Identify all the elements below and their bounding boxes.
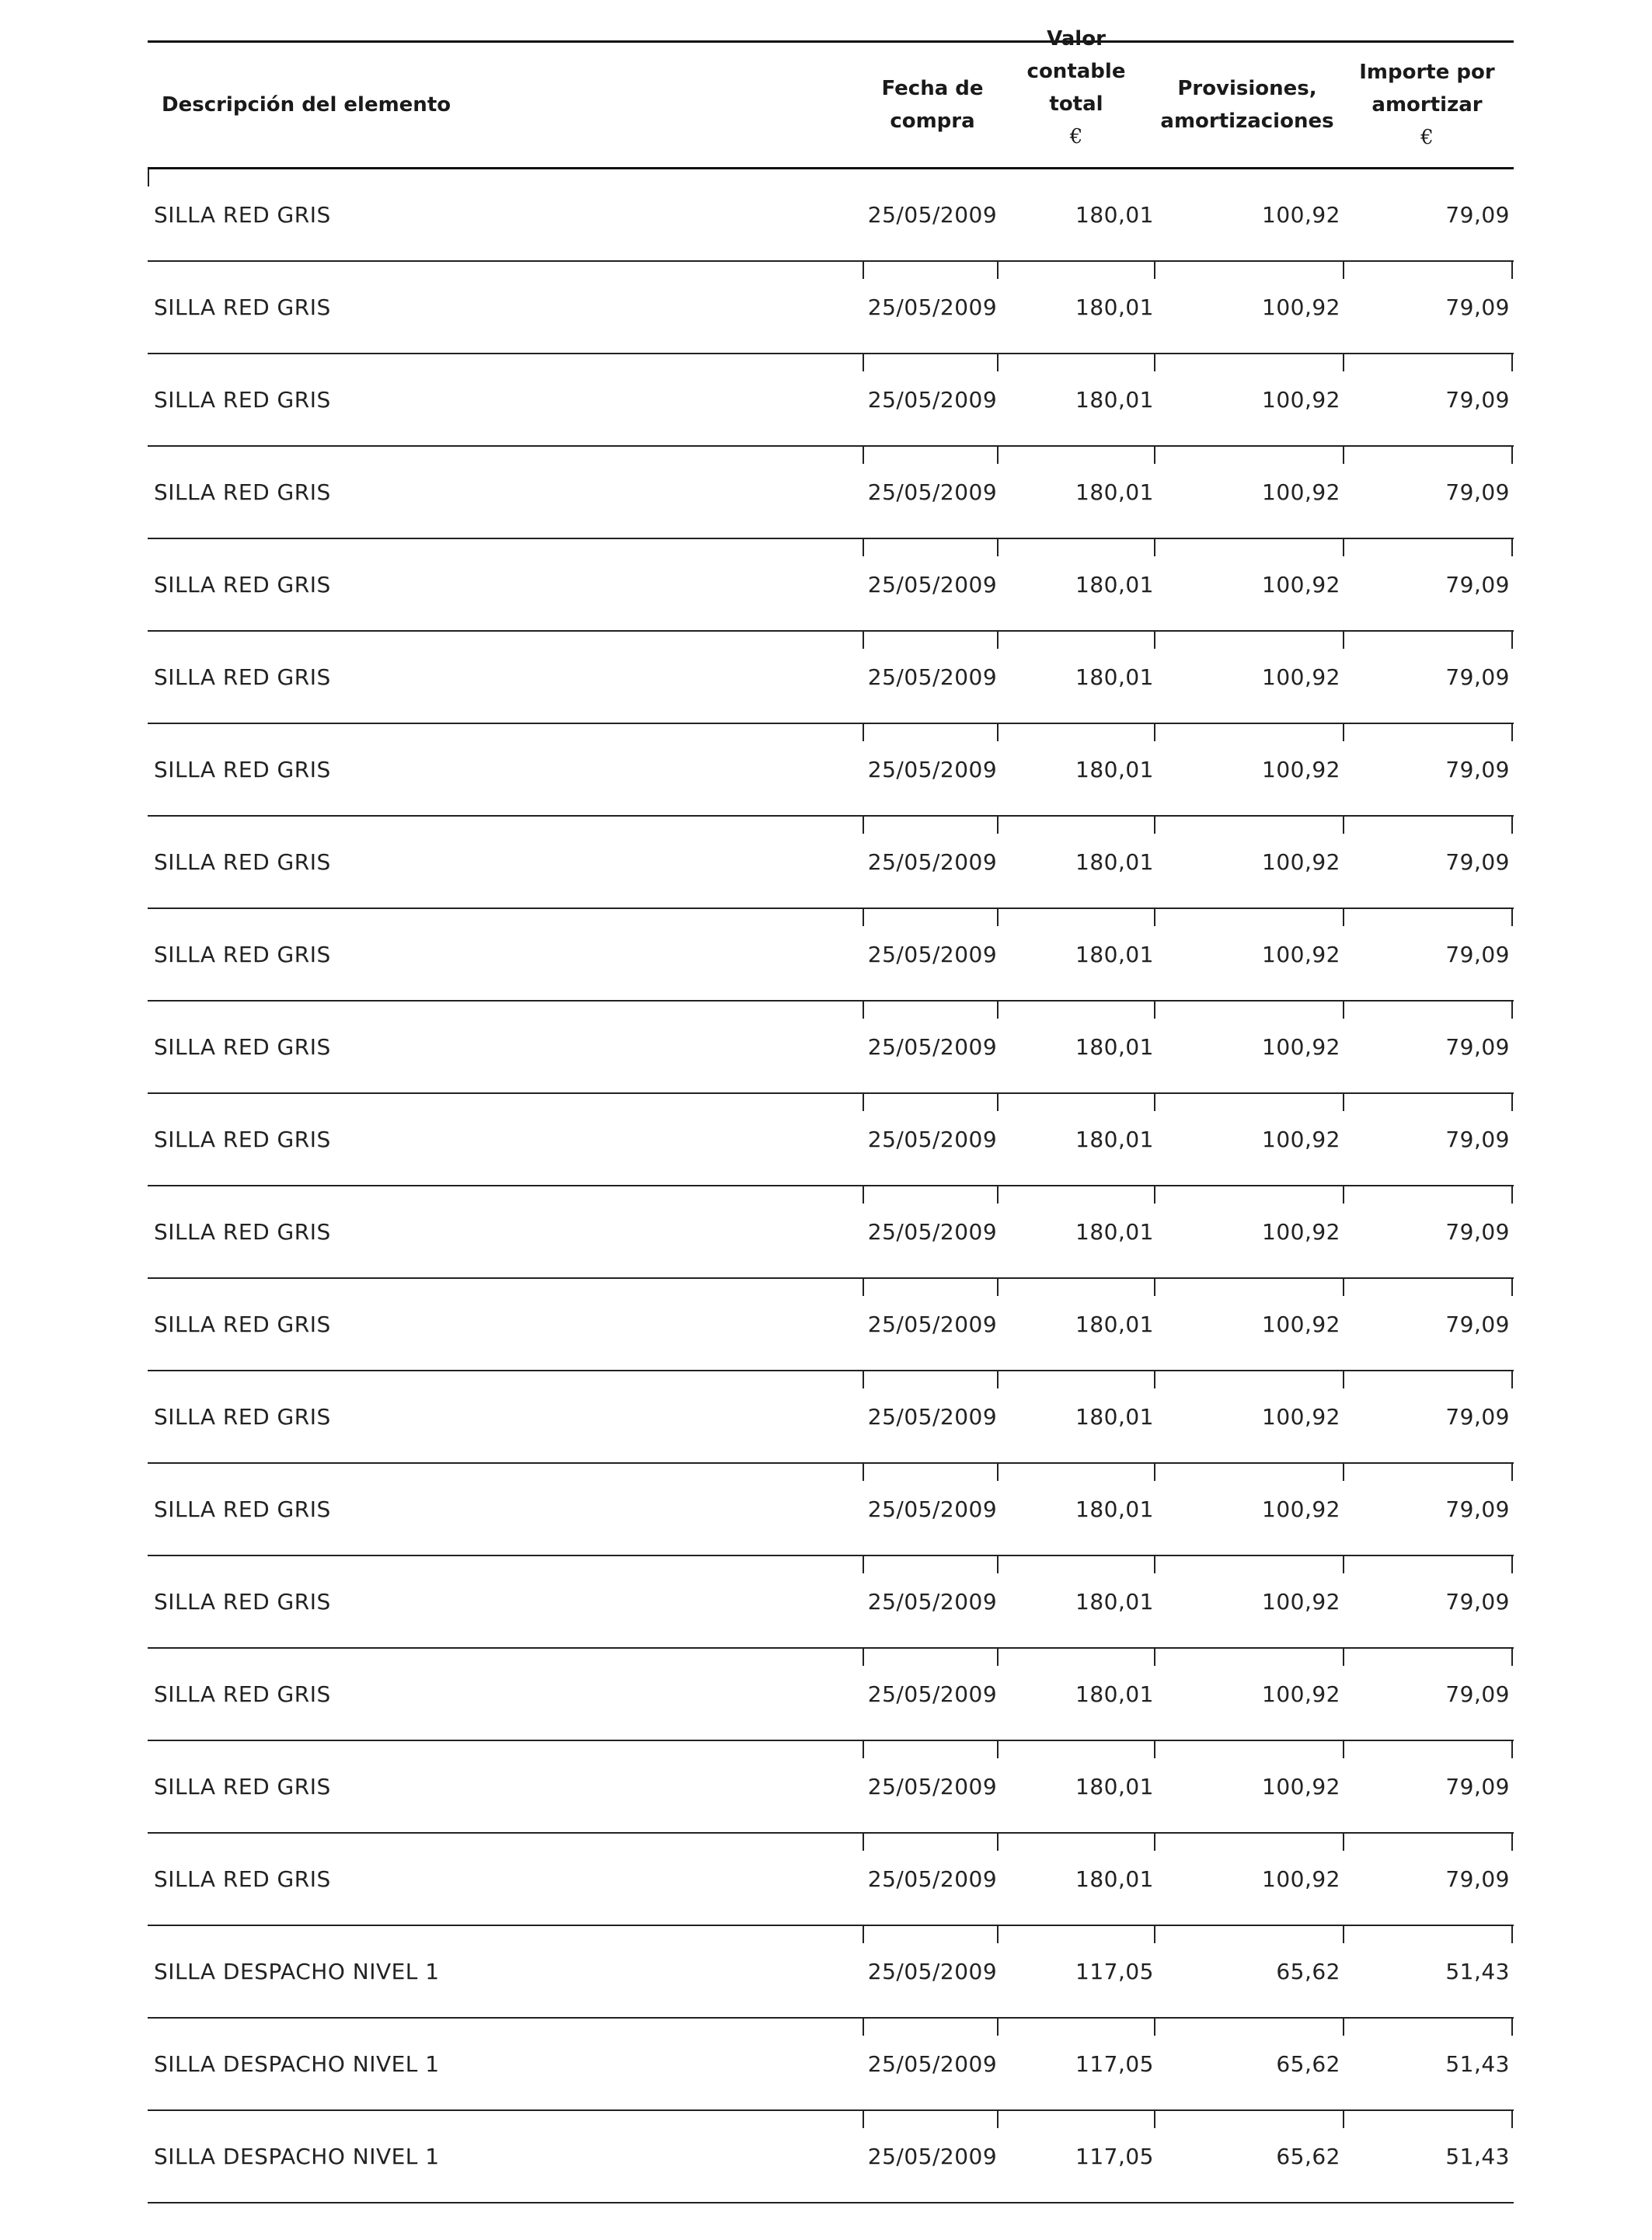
- cell-provisiones: 100,92: [1262, 294, 1340, 320]
- header-importe-euro: €: [1420, 126, 1434, 149]
- cell-importe: 79,09: [1445, 849, 1510, 875]
- cell-fecha: 25/05/2009: [867, 1404, 998, 1430]
- header-importe: [1340, 43, 1514, 167]
- cell-descripcion: SILLA RED GRIS: [154, 1404, 331, 1430]
- cell-provisiones: 100,92: [1262, 479, 1340, 505]
- column-tick-mark: [1511, 2111, 1513, 2128]
- column-tick-mark: [863, 1741, 864, 1758]
- cell-valor: 180,01: [1075, 1219, 1154, 1245]
- cell-valor: 180,01: [1075, 1589, 1154, 1615]
- column-tick-mark: [1511, 909, 1513, 926]
- cell-provisiones: 100,92: [1262, 1774, 1340, 1799]
- column-tick-mark: [863, 632, 864, 649]
- column-tick-mark: [1511, 1186, 1513, 1204]
- column-tick-mark: [863, 262, 864, 279]
- table-row: [148, 1371, 1514, 1464]
- cell-fecha: 25/05/2009: [867, 479, 998, 505]
- table-row: [148, 1002, 1514, 1094]
- cell-descripcion: SILLA RED GRIS: [154, 942, 331, 967]
- cell-provisiones: 100,92: [1262, 572, 1340, 597]
- cell-provisiones: 100,92: [1262, 942, 1340, 967]
- table-row: [148, 262, 1514, 354]
- cell-provisiones: 100,92: [1262, 1034, 1340, 1060]
- cell-provisiones: 100,92: [1262, 757, 1340, 782]
- cell-valor: 117,05: [1075, 1959, 1154, 1984]
- column-tick-mark: [1511, 1094, 1513, 1111]
- cell-descripcion: SILLA RED GRIS: [154, 1866, 331, 1892]
- table-row: [148, 1926, 1514, 2019]
- cell-importe: 79,09: [1445, 1496, 1510, 1522]
- table-row: [148, 1556, 1514, 1649]
- cell-importe: 79,09: [1445, 757, 1510, 782]
- cell-valor: 180,01: [1075, 1404, 1154, 1430]
- table-row: [148, 1464, 1514, 1556]
- cell-provisiones: 100,92: [1262, 1312, 1340, 1337]
- cell-provisiones: 100,92: [1262, 1127, 1340, 1152]
- table-row: [148, 1834, 1514, 1926]
- table-row: [148, 539, 1514, 632]
- column-tick-mark: [863, 1094, 864, 1111]
- header-valor-line2: contable: [1026, 60, 1126, 83]
- cell-fecha: 25/05/2009: [867, 1496, 998, 1522]
- column-tick-mark: [1511, 1464, 1513, 1481]
- column-tick-mark: [863, 817, 864, 834]
- cell-fecha: 25/05/2009: [867, 1127, 998, 1152]
- cell-importe: 79,09: [1445, 479, 1510, 505]
- cell-fecha: 25/05/2009: [867, 1312, 998, 1337]
- cell-valor: 180,01: [1075, 1866, 1154, 1892]
- table-row: [148, 354, 1514, 447]
- header-valor: [999, 26, 1154, 150]
- cell-descripcion: SILLA RED GRIS: [154, 387, 331, 413]
- column-tick-mark: [1511, 1834, 1513, 1851]
- cell-valor: 180,01: [1075, 479, 1154, 505]
- column-tick-mark: [1511, 632, 1513, 649]
- column-tick-mark: [863, 1279, 864, 1296]
- column-tick-mark: [1511, 1926, 1513, 1943]
- column-tick-mark: [863, 1464, 864, 1481]
- header-importe-line2-text: amortizar: [1371, 93, 1483, 117]
- header-fecha-line2: compra: [890, 110, 975, 133]
- cell-importe: 79,09: [1445, 664, 1510, 690]
- cell-fecha: 25/05/2009: [867, 294, 998, 320]
- cell-fecha: 25/05/2009: [867, 1774, 998, 1799]
- column-tick-mark: [1511, 354, 1513, 371]
- table-body: [148, 169, 1514, 2203]
- cell-provisiones: 100,92: [1262, 664, 1340, 690]
- cell-valor: 117,05: [1075, 2051, 1154, 2077]
- cell-importe: 79,09: [1445, 1404, 1510, 1430]
- column-tick-mark: [863, 1186, 864, 1204]
- column-tick-mark: [1511, 1556, 1513, 1573]
- header-valor-line3: [1027, 88, 1126, 153]
- cell-importe: 79,09: [1445, 1866, 1510, 1892]
- column-tick-mark: [1511, 817, 1513, 834]
- cell-descripcion: SILLA RED GRIS: [154, 664, 331, 690]
- header-descripcion-label: Descripción del elemento: [162, 93, 451, 117]
- column-tick-mark: [863, 1371, 864, 1388]
- cell-provisiones: 100,92: [1262, 849, 1340, 875]
- column-tick-mark: [863, 447, 864, 464]
- cell-fecha: 25/05/2009: [867, 942, 998, 967]
- cell-importe: 79,09: [1445, 1312, 1510, 1337]
- cell-descripcion: SILLA RED GRIS: [154, 757, 331, 782]
- cell-fecha: 25/05/2009: [867, 757, 998, 782]
- cell-descripcion: SILLA RED GRIS: [154, 1496, 331, 1522]
- header-importe-line2: [1359, 89, 1494, 154]
- column-tick-mark: [863, 1002, 864, 1019]
- cell-descripcion: SILLA RED GRIS: [154, 1127, 331, 1152]
- column-tick-mark: [1511, 539, 1513, 556]
- cell-fecha: 25/05/2009: [867, 664, 998, 690]
- cell-descripcion: SILLA DESPACHO NIVEL 1: [154, 1959, 440, 1984]
- cell-fecha: 25/05/2009: [867, 1681, 998, 1707]
- table-row: [148, 817, 1514, 909]
- cell-provisiones: 100,92: [1262, 1589, 1340, 1615]
- cell-valor: 180,01: [1075, 1496, 1154, 1522]
- table-row: [148, 909, 1514, 1002]
- table-row: [148, 724, 1514, 817]
- cell-provisiones: 100,92: [1262, 1496, 1340, 1522]
- cell-valor: 180,01: [1075, 294, 1154, 320]
- cell-provisiones: 65,62: [1276, 1959, 1340, 1984]
- cell-valor: 180,01: [1075, 1127, 1154, 1152]
- cell-valor: 180,01: [1075, 1681, 1154, 1707]
- table-row: [148, 2019, 1514, 2111]
- cell-importe: 79,09: [1445, 572, 1510, 597]
- header-provisiones-line1: Provisiones,: [1177, 77, 1317, 100]
- column-tick-mark: [1511, 724, 1513, 741]
- table-row: [148, 169, 1514, 262]
- cell-valor: 180,01: [1075, 664, 1154, 690]
- header-provisiones-line2: amortizaciones: [1160, 110, 1334, 133]
- table-row: [148, 1741, 1514, 1834]
- cell-provisiones: 100,92: [1262, 1404, 1340, 1430]
- header-provisiones: [1154, 43, 1340, 167]
- cell-fecha: 25/05/2009: [867, 1959, 998, 1984]
- table-row: [148, 1279, 1514, 1371]
- header-valor-euro: €: [1069, 125, 1083, 148]
- column-tick-mark: [1511, 1741, 1513, 1758]
- column-tick-mark: [863, 1556, 864, 1573]
- column-tick-mark: [1511, 262, 1513, 279]
- table-row: [148, 1094, 1514, 1186]
- cell-fecha: 25/05/2009: [867, 1589, 998, 1615]
- cell-descripcion: SILLA RED GRIS: [154, 572, 331, 597]
- row-corner-mark: [148, 169, 149, 186]
- cell-valor: 180,01: [1075, 1312, 1154, 1337]
- column-tick-mark: [863, 724, 864, 741]
- column-tick-mark: [1511, 447, 1513, 464]
- cell-importe: 79,09: [1445, 1774, 1510, 1799]
- table-row: [148, 2111, 1514, 2203]
- cell-descripcion: SILLA RED GRIS: [154, 294, 331, 320]
- cell-importe: 79,09: [1445, 387, 1510, 413]
- cell-importe: 79,09: [1445, 1034, 1510, 1060]
- cell-fecha: 25/05/2009: [867, 572, 998, 597]
- cell-descripcion: SILLA RED GRIS: [154, 1774, 331, 1799]
- cell-importe: 51,43: [1445, 2144, 1510, 2169]
- cell-provisiones: 100,92: [1262, 387, 1340, 413]
- cell-importe: 79,09: [1445, 942, 1510, 967]
- cell-provisiones: 65,62: [1276, 2144, 1340, 2169]
- column-tick-mark: [863, 2019, 864, 2036]
- cell-valor: 180,01: [1075, 849, 1154, 875]
- table-header: [148, 27, 1514, 167]
- cell-descripcion: SILLA DESPACHO NIVEL 1: [154, 2144, 440, 2169]
- column-tick-mark: [863, 909, 864, 926]
- cell-provisiones: 100,92: [1262, 1681, 1340, 1707]
- cell-fecha: 25/05/2009: [867, 1034, 998, 1060]
- table-row: [148, 632, 1514, 724]
- cell-provisiones: 100,92: [1262, 202, 1340, 228]
- cell-importe: 79,09: [1445, 1589, 1510, 1615]
- column-tick-mark: [1511, 1371, 1513, 1388]
- column-tick-mark: [863, 539, 864, 556]
- column-tick-mark: [863, 1926, 864, 1943]
- column-tick-mark: [863, 354, 864, 371]
- cell-valor: 180,01: [1075, 942, 1154, 967]
- column-tick-mark: [863, 1649, 864, 1666]
- cell-descripcion: SILLA RED GRIS: [154, 1589, 331, 1615]
- cell-fecha: 25/05/2009: [867, 2051, 998, 2077]
- cell-provisiones: 100,92: [1262, 1219, 1340, 1245]
- cell-valor: 180,01: [1075, 387, 1154, 413]
- cell-importe: 79,09: [1445, 202, 1510, 228]
- cell-provisiones: 65,62: [1276, 2051, 1340, 2077]
- cell-descripcion: SILLA DESPACHO NIVEL 1: [154, 2051, 440, 2077]
- column-tick-mark: [1511, 1002, 1513, 1019]
- table-row: [148, 447, 1514, 539]
- cell-valor: 180,01: [1075, 757, 1154, 782]
- cell-valor: 180,01: [1075, 1774, 1154, 1799]
- cell-descripcion: SILLA RED GRIS: [154, 849, 331, 875]
- column-tick-mark: [1511, 1649, 1513, 1666]
- table-row: [148, 1186, 1514, 1279]
- cell-descripcion: SILLA RED GRIS: [154, 202, 331, 228]
- cell-importe: 51,43: [1445, 1959, 1510, 1984]
- cell-importe: 79,09: [1445, 1681, 1510, 1707]
- cell-descripcion: SILLA RED GRIS: [154, 1312, 331, 1337]
- header-valor-line1: Valor: [1047, 27, 1106, 51]
- column-tick-mark: [1511, 2019, 1513, 2036]
- header-descripcion: [162, 43, 861, 167]
- cell-fecha: 25/05/2009: [867, 387, 998, 413]
- cell-fecha: 25/05/2009: [867, 2144, 998, 2169]
- cell-importe: 79,09: [1445, 1127, 1510, 1152]
- header-fecha: [866, 43, 999, 167]
- cell-descripcion: SILLA RED GRIS: [154, 1219, 331, 1245]
- column-tick-mark: [863, 2111, 864, 2128]
- cell-provisiones: 100,92: [1262, 1866, 1340, 1892]
- cell-importe: 51,43: [1445, 2051, 1510, 2077]
- cell-importe: 79,09: [1445, 294, 1510, 320]
- cell-importe: 79,09: [1445, 1219, 1510, 1245]
- cell-fecha: 25/05/2009: [867, 202, 998, 228]
- cell-fecha: 25/05/2009: [867, 1866, 998, 1892]
- cell-fecha: 25/05/2009: [867, 849, 998, 875]
- header-valor-line3-text: total: [1049, 92, 1103, 116]
- cell-descripcion: SILLA RED GRIS: [154, 1034, 331, 1060]
- cell-valor: 180,01: [1075, 572, 1154, 597]
- cell-descripcion: SILLA RED GRIS: [154, 1681, 331, 1707]
- header-fecha-line1: Fecha de: [881, 77, 984, 100]
- cell-fecha: 25/05/2009: [867, 1219, 998, 1245]
- cell-valor: 117,05: [1075, 2144, 1154, 2169]
- column-tick-mark: [1511, 1279, 1513, 1296]
- table-row: [148, 1649, 1514, 1741]
- column-tick-mark: [863, 1834, 864, 1851]
- cell-valor: 180,01: [1075, 202, 1154, 228]
- cell-descripcion: SILLA RED GRIS: [154, 479, 331, 505]
- header-importe-line1: Importe por: [1359, 61, 1495, 84]
- cell-valor: 180,01: [1075, 1034, 1154, 1060]
